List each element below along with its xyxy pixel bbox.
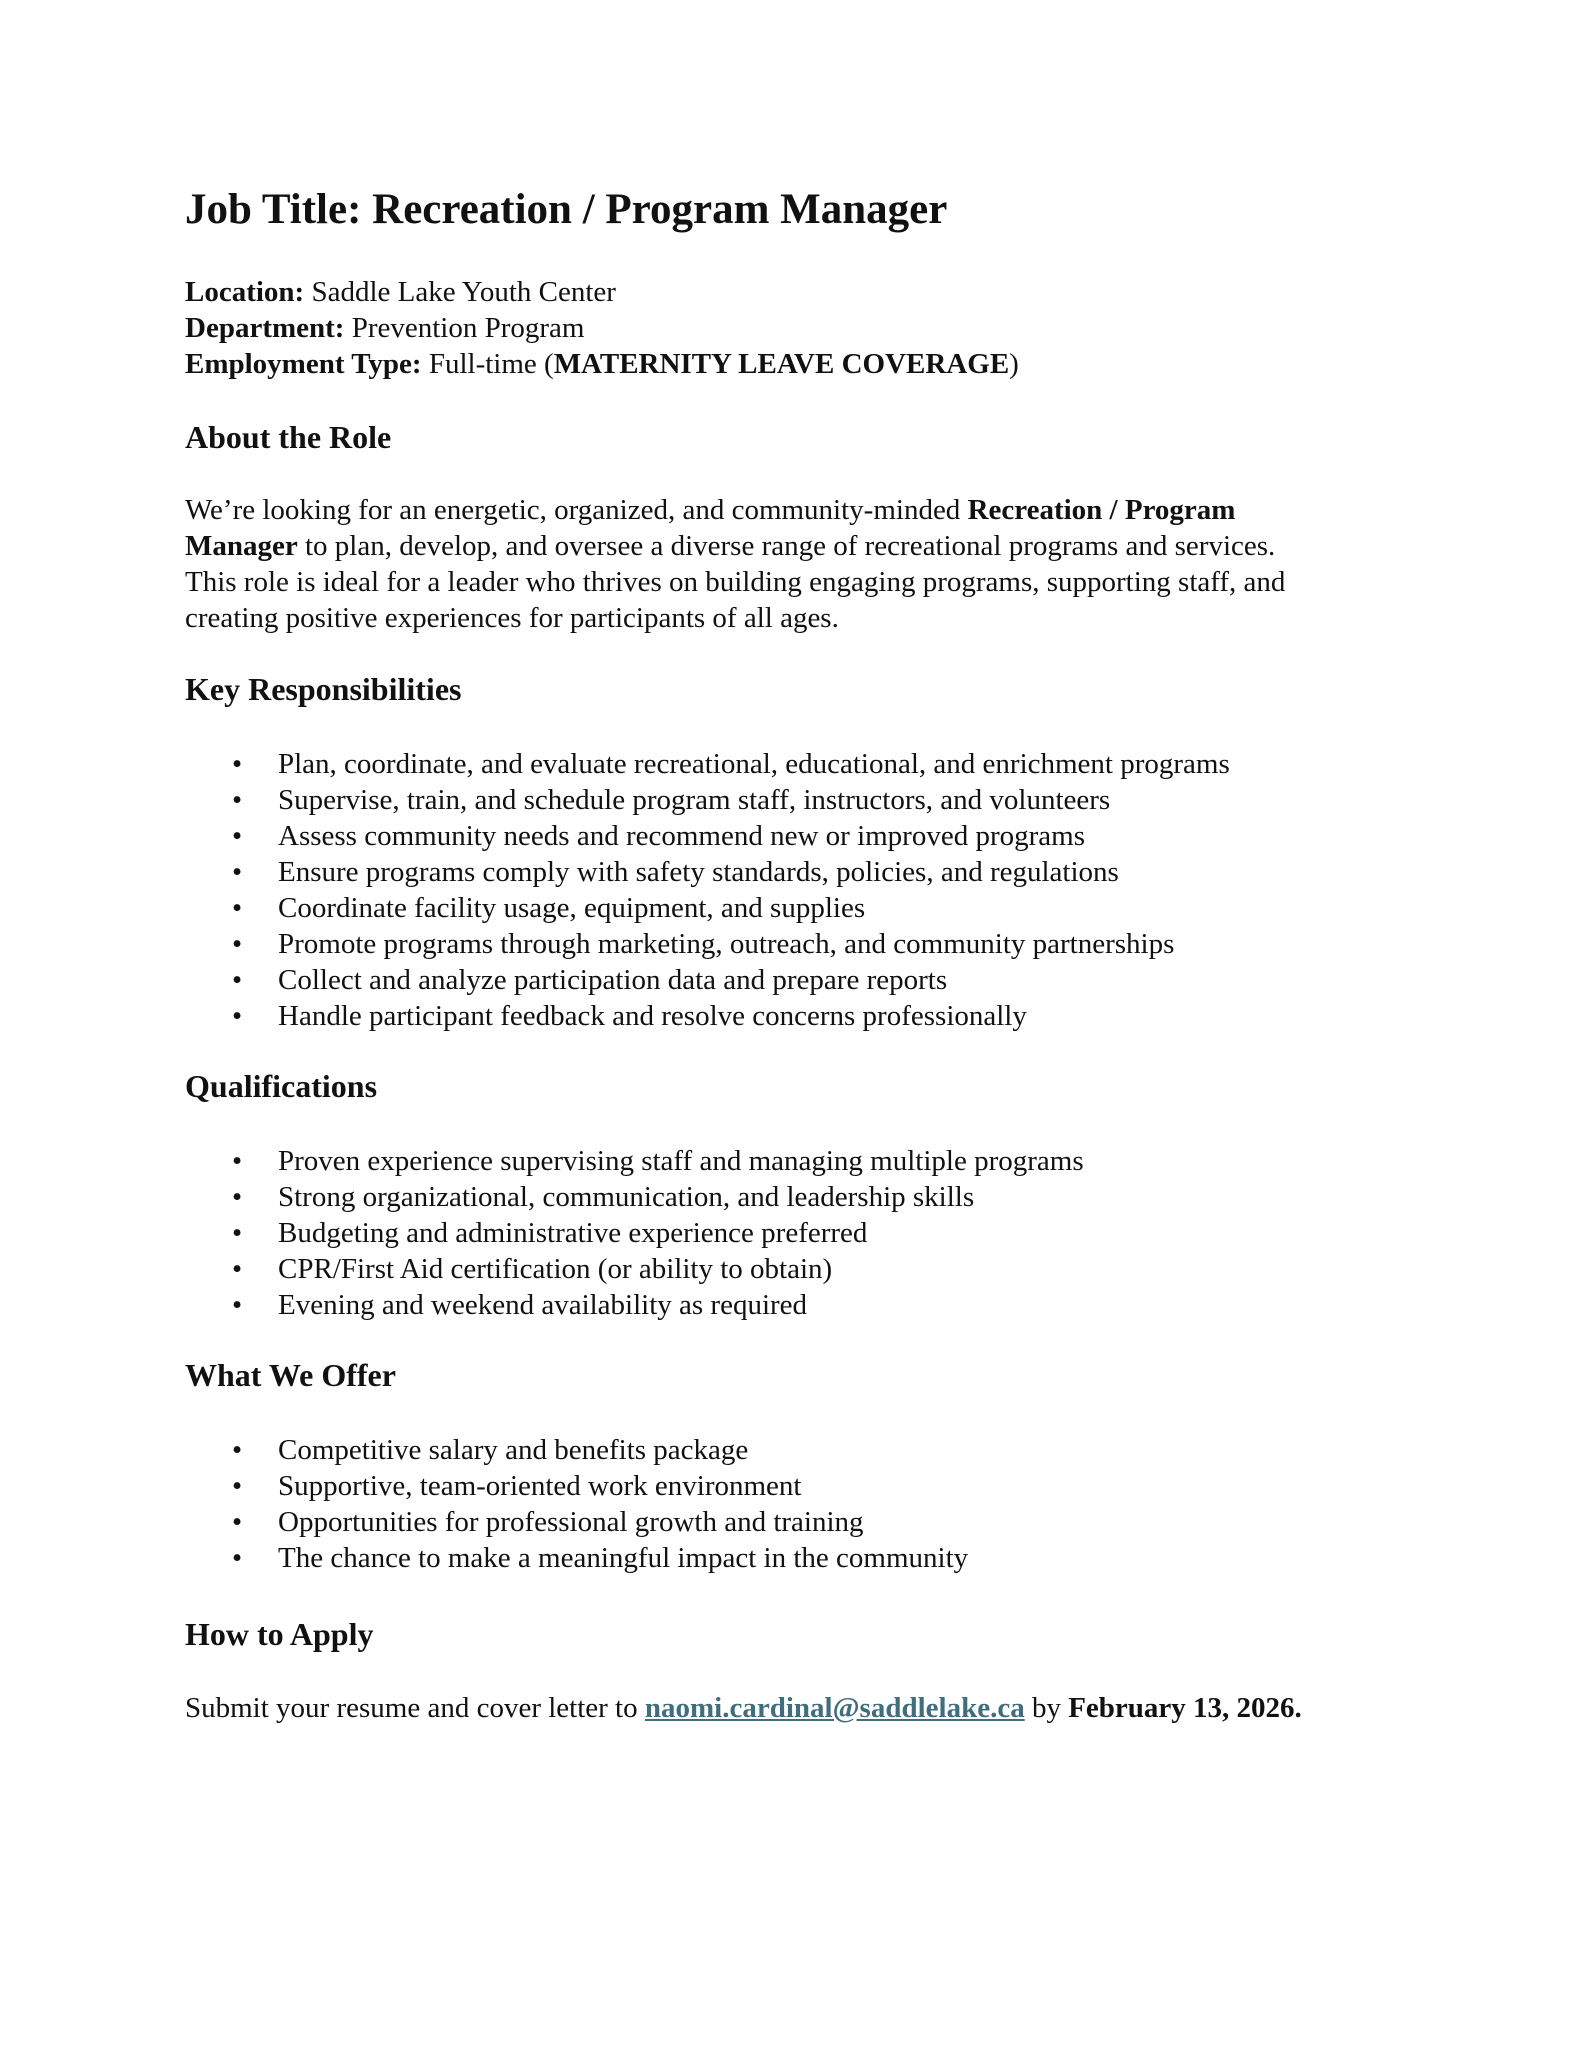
list-item-text: Proven experience supervising staff and managing multiple programs [278, 1145, 1084, 1177]
bullet-icon: • [232, 1434, 243, 1466]
list-item [185, 1432, 968, 1468]
bullet-icon: • [232, 1253, 243, 1285]
bullet-icon: • [232, 856, 243, 888]
bullet-icon: • [232, 1217, 243, 1249]
list-item [185, 890, 1230, 926]
bullet-icon: • [232, 1145, 243, 1177]
apply-text-prefix: Submit your resume and cover letter to [185, 1692, 645, 1724]
apply-heading: How to Apply [185, 1616, 374, 1652]
responsibilities-list [185, 746, 1230, 1034]
list-item-text: Opportunities for professional growth and training [278, 1506, 864, 1538]
list-item-text: CPR/First Aid certification (or ability to obtain) [278, 1253, 833, 1285]
apply-deadline: February 13, 2026. [1068, 1692, 1302, 1724]
about-line1-text: We’re looking for an energetic, organized, and community-minded [185, 494, 968, 526]
page-title: Job Title: Recreation / Program Manager [185, 186, 948, 233]
about-line2-bold: Manager [185, 530, 298, 562]
list-item [185, 1251, 1084, 1287]
about-line [185, 528, 1385, 564]
list-item [185, 818, 1230, 854]
list-item [185, 998, 1230, 1034]
list-item [185, 1468, 968, 1504]
list-item-text: Supportive, team-oriented work environment [278, 1470, 802, 1502]
employment-label: Employment Type: [185, 348, 422, 380]
list-item-text: Assess community needs and recommend new or improved programs [278, 820, 1085, 852]
bullet-icon: • [232, 1542, 243, 1574]
list-item [185, 746, 1230, 782]
list-item [185, 1215, 1084, 1251]
bullet-icon: • [232, 1506, 243, 1538]
location-value: Saddle Lake Youth Center [304, 276, 616, 308]
list-item [185, 782, 1230, 818]
offer-heading: What We Offer [185, 1357, 396, 1393]
bullet-icon: • [232, 964, 243, 996]
job-meta [185, 274, 1019, 382]
department-value: Prevention Program [344, 312, 585, 344]
department-label: Department: [185, 312, 345, 344]
bullet-icon: • [232, 1470, 243, 1502]
list-item-text: Promote programs through marketing, outreach, and community partnerships [278, 928, 1175, 960]
list-item [185, 1287, 1084, 1323]
apply-instructions [185, 1690, 1302, 1726]
bullet-icon: • [232, 1289, 243, 1321]
list-item [185, 1504, 968, 1540]
list-item [185, 926, 1230, 962]
department-row [185, 310, 1019, 346]
about-heading: About the Role [185, 419, 392, 455]
list-item-text: Evening and weekend availability as required [278, 1289, 808, 1321]
bullet-icon: • [232, 748, 243, 780]
qualifications-list [185, 1143, 1084, 1323]
responsibilities-heading: Key Responsibilities [185, 671, 462, 707]
list-item [185, 854, 1230, 890]
bullet-icon: • [232, 784, 243, 816]
list-item-text: Collect and analyze participation data and prepare reports [278, 964, 948, 996]
list-item-text: Budgeting and administrative experience preferred [278, 1217, 868, 1249]
list-item [185, 962, 1230, 998]
employment-row [185, 346, 1019, 382]
about-line: This role is ideal for a leader who thrives on building engaging programs, supporting staff, and [185, 566, 1286, 598]
bullet-icon: • [232, 1000, 243, 1032]
list-item-text: The chance to make a meaningful impact in the community [278, 1542, 969, 1574]
list-item-text: Supervise, train, and schedule program staff, instructors, and volunteers [278, 784, 1111, 816]
list-item-text: Ensure programs comply with safety standards, policies, and regulations [278, 856, 1119, 888]
about-line2-text: to plan, develop, and oversee a diverse range of recreational programs and services. [297, 530, 1276, 562]
employment-value-suffix: ) [1009, 348, 1019, 380]
bullet-icon: • [232, 1181, 243, 1213]
list-item [185, 1540, 968, 1576]
apply-email-link[interactable]: naomi.cardinal@saddlelake.ca [644, 1692, 1025, 1724]
about-paragraph [185, 492, 1385, 636]
list-item-text: Plan, coordinate, and evaluate recreational, educational, and enrichment programs [278, 748, 1230, 780]
list-item-text: Strong organizational, communication, and leadership skills [278, 1181, 975, 1213]
offer-list [185, 1432, 968, 1576]
list-item-text: Handle participant feedback and resolve concerns professionally [278, 1000, 1027, 1032]
list-item [185, 1179, 1084, 1215]
qualifications-heading: Qualifications [185, 1068, 378, 1104]
employment-value-prefix: Full-time ( [421, 348, 554, 380]
list-item-text: Coordinate facility usage, equipment, and supplies [278, 892, 866, 924]
employment-value-bold: MATERNITY LEAVE COVERAGE [553, 348, 1010, 380]
list-item [185, 1143, 1084, 1179]
location-row [185, 274, 1019, 310]
list-item-text: Competitive salary and benefits package [278, 1434, 749, 1466]
about-line [185, 492, 1385, 528]
bullet-icon: • [232, 820, 243, 852]
about-line1-bold: Recreation / Program [967, 494, 1236, 526]
bullet-icon: • [232, 892, 243, 924]
bullet-icon: • [232, 928, 243, 960]
about-line: creating positive experiences for participants of all ages. [185, 602, 839, 634]
location-label: Location: [185, 276, 305, 308]
apply-text-middle: by [1024, 1692, 1069, 1724]
